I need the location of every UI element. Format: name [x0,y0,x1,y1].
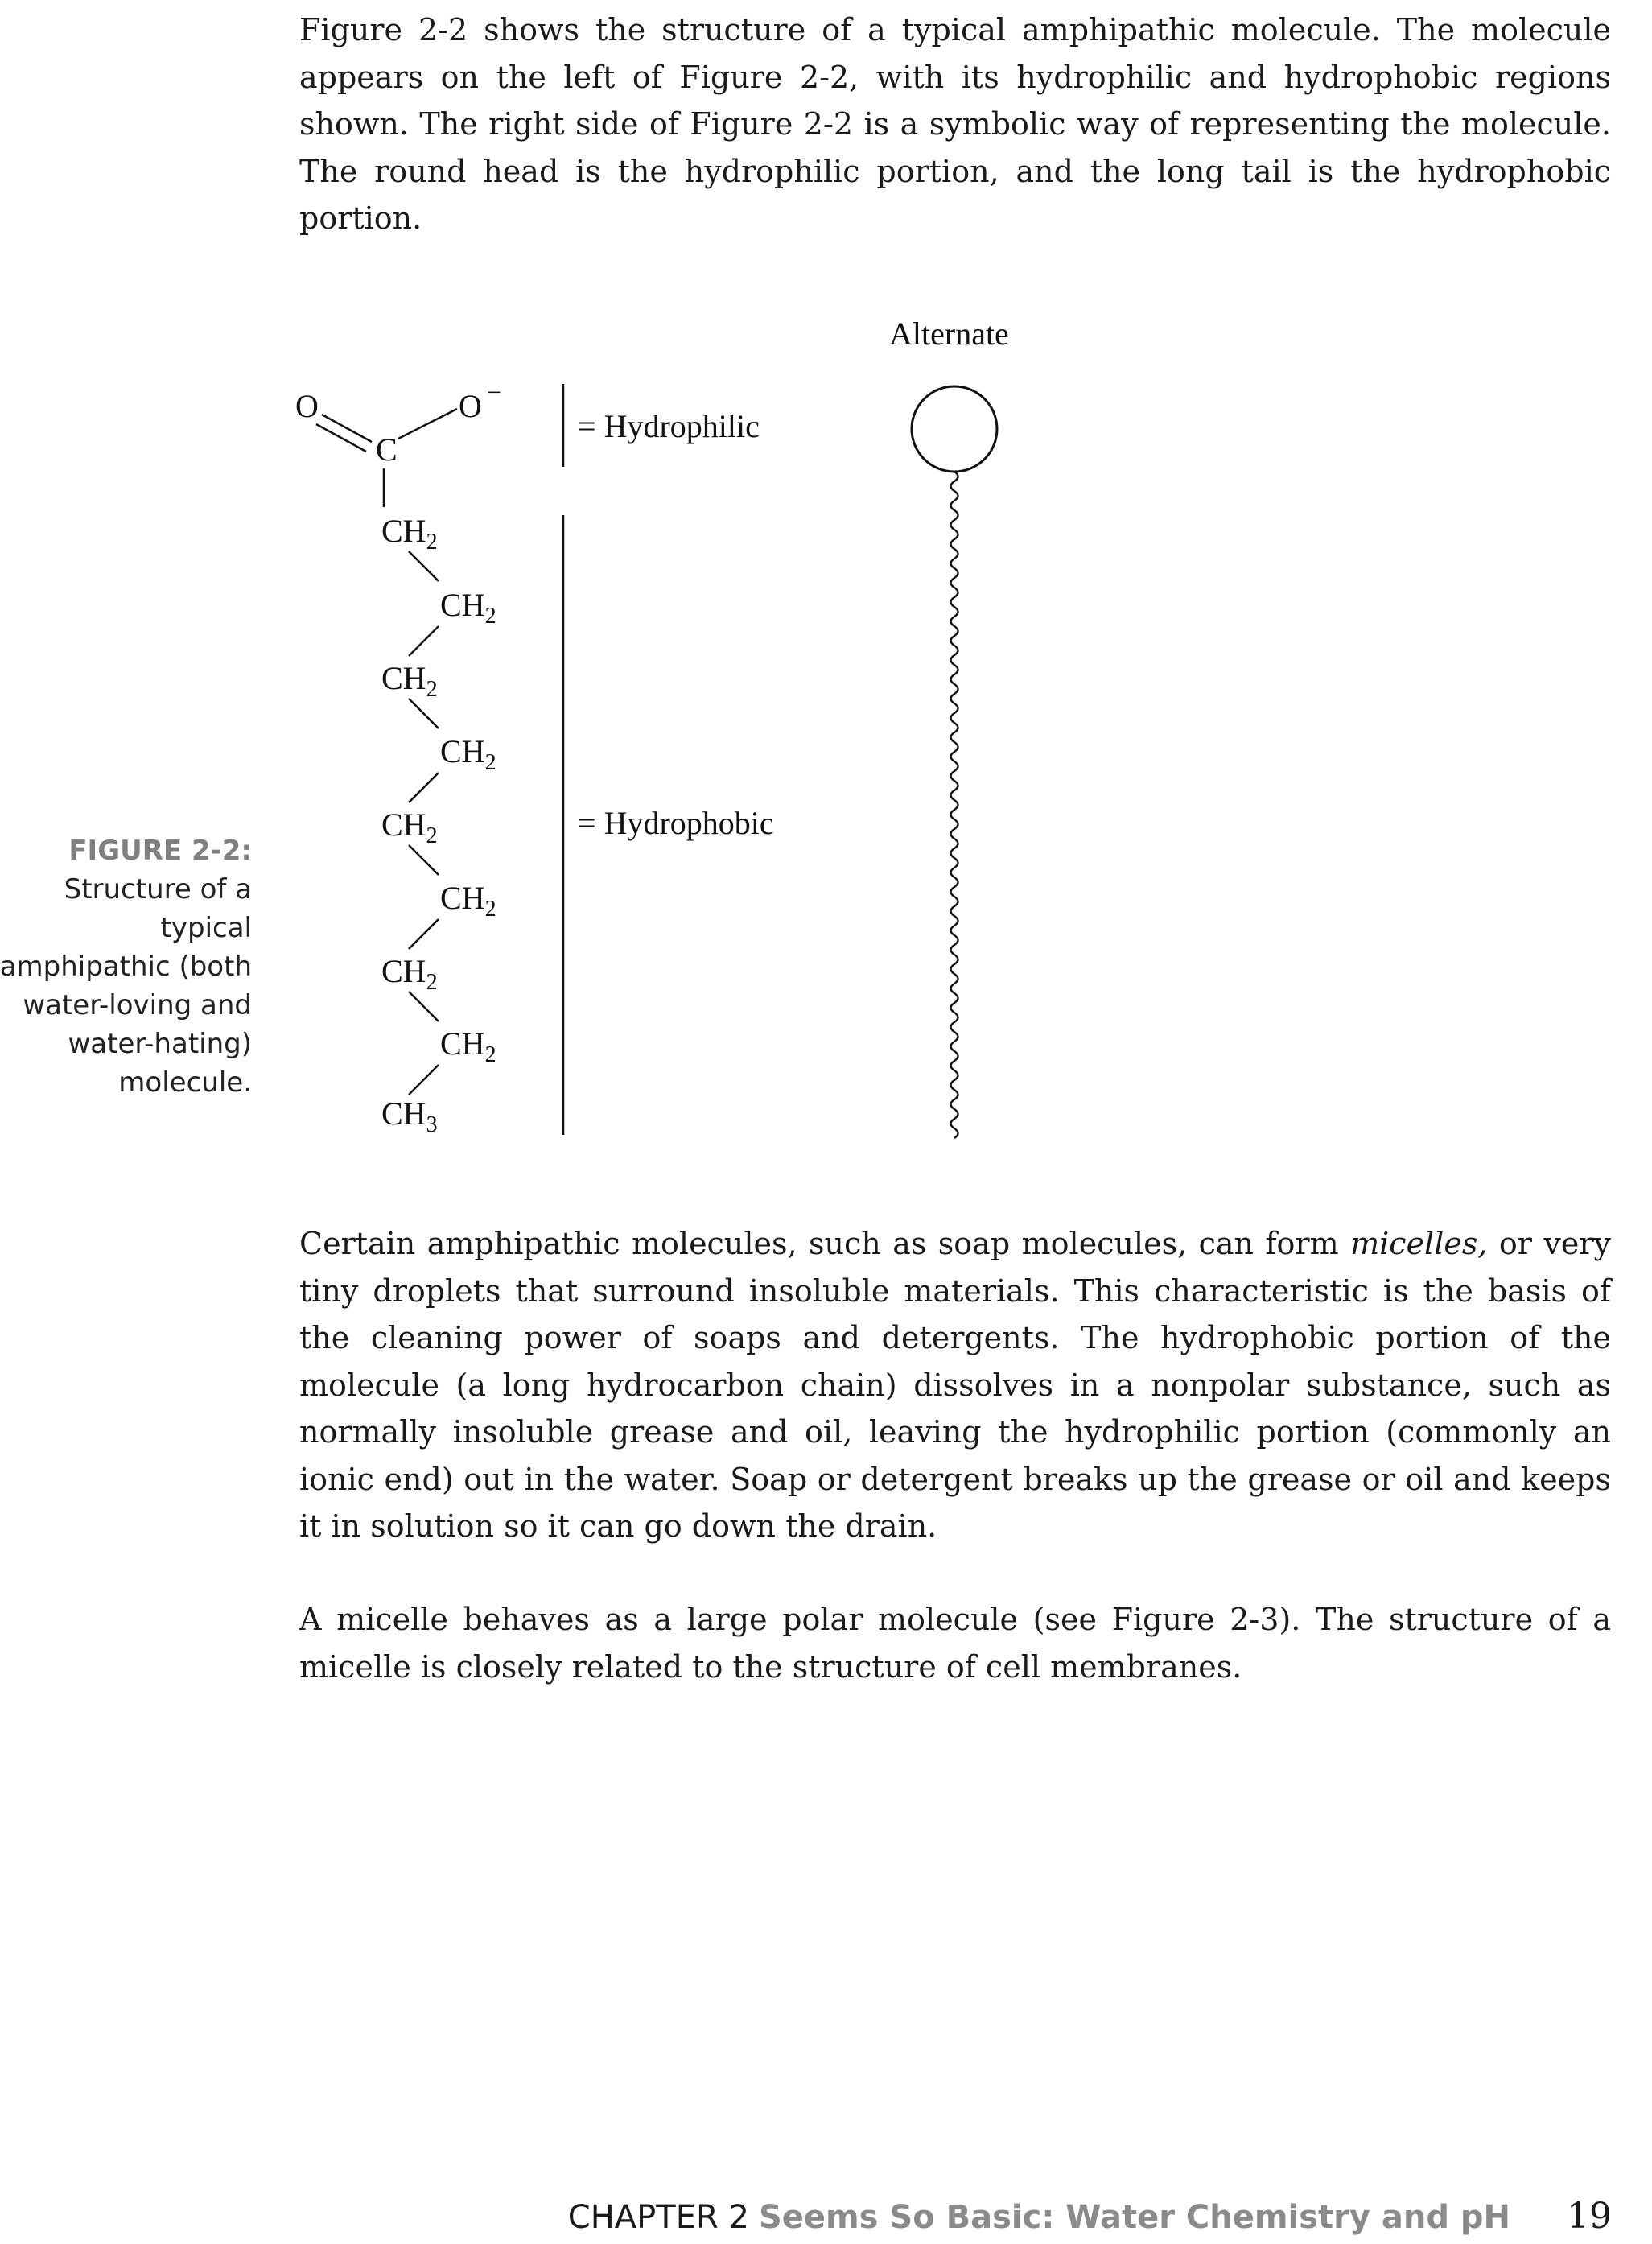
oxygen-double-bond-atom: O [295,388,319,424]
chapter-label: CHAPTER 2 [567,2199,749,2236]
chain-bond [409,992,439,1021]
micelles-text-end: or very tiny droplets that surround insoluble materials. This characteristic is the basis of the cleaning power of soaps and detergents. The hydrophobic portion of the molecule (a long hydrocarbon chain) dissolves in a nonpolar substance, such as normally insoluble grease and oil, leaving the hydrophilic portion (commonly an ionic end) out in the water. Soap or detergent breaks up the grease or oil and keeps it in solution so it can go down the drain. [299,1226,1611,1544]
micelles-term: micelles, [1350,1226,1488,1261]
double-bond-line-2 [316,424,366,452]
figure-caption-text: Structure of a typical amphipathic (both water-loving and water-hating) molecule. [0,873,252,1099]
hydrophilic-head-circle [912,386,997,472]
page-footer [568,2196,1612,2244]
hydrophilic-label: = Hydrophilic [578,408,760,444]
chain-bond [409,551,439,581]
hydrophobic-tail-wave [951,472,958,1138]
oxygen-ion-atom: O [459,388,482,424]
ch2-group-3: $CH_2$ [381,660,438,702]
chain-bond [409,845,439,875]
micelle-polar-paragraph: A micelle behaves as a large polar molecule (see Figure 2-3). The structure of a micelle is closely related to the structure of cell membranes. [299,1602,1611,1685]
chain-bond [409,919,439,949]
ch2-group-4: $CH_2$ [440,733,496,775]
ch2-group-6: $CH_2$ [440,880,496,922]
page-number: 19 [1567,2196,1612,2237]
alternate-label: Alternate [889,316,1009,352]
negative-charge-label: − [487,377,502,406]
ch2-group-2: $CH_2$ [440,587,496,629]
micelles-text-start: Certain amphipathic molecules, such as soap molecules, can form [299,1226,1351,1261]
chain-bond [409,1065,439,1095]
hydrocarbon-chain [381,513,496,1137]
figure-caption-label: FIGURE 2-2: [68,835,252,867]
intro-paragraph: Figure 2-2 shows the structure of a typical amphipathic molecule. The molecule appears on the left of Figure 2-2, with its hydrophilic and hydrophobic regions shown. The right side of Figure 2-2 is a symbolic way of representing the molecule. The round head is the hydrophilic portion, and the long tail is the hydrophobic portion. [299,12,1611,236]
micelles-paragraph [299,1220,1611,1550]
chain-bond [409,699,439,728]
chain-bond [409,626,439,656]
hydrophobic-label: = Hydrophobic [578,805,774,841]
carbonyl-carbon-atom: C [376,431,398,468]
ch3-group: $CH_3$ [381,1095,438,1137]
chapter-title: Seems So Basic: Water Chemistry and pH [758,2199,1510,2236]
ch2-group-8: $CH_2$ [440,1025,496,1067]
single-bond-line [398,409,457,439]
chain-bond [409,773,439,802]
ch2-group-5: $CH_2$ [381,806,438,848]
double-bond-line-1 [322,415,372,442]
ch2-group-7: $CH_2$ [381,953,438,995]
ch2-group-1: $CH_2$ [381,513,438,555]
